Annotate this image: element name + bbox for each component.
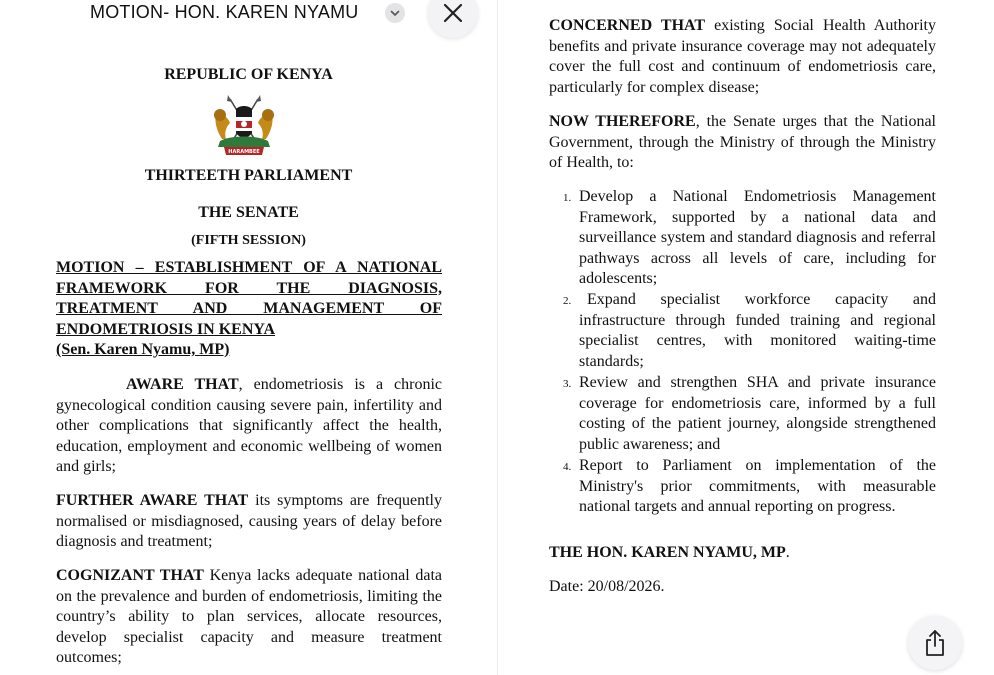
paragraph-concerned-that (549, 16, 936, 98)
paragraph-lead: COGNIZANT THAT (56, 567, 204, 584)
paragraph-lead: AWARE THAT (126, 376, 239, 393)
signatory-suffix: . (785, 544, 790, 561)
republic-heading: REPUBLIC OF KENYA (164, 66, 333, 83)
close-button[interactable] (428, 0, 478, 38)
motion-title-line: MOTION – ESTABLISHMENT OF A NATIONAL (56, 259, 442, 276)
paragraph-text: , the Senate urges that the National Government, through the Ministry of through the Ministry of Health, to: (549, 113, 936, 172)
list-item: Report to Parliament on implementation of the Ministry's prior commitments, with measurable national targets and annual reporting on progress. (579, 457, 936, 516)
motion-title-line: ENDOMETRIOSIS IN KENYA (56, 320, 276, 338)
motion-title-line: TREATMENT AND MANAGEMENT OF (56, 300, 442, 318)
paragraph-lead: FURTHER AWARE THAT (56, 492, 249, 509)
paragraph-lead: NOW THEREFORE (549, 113, 696, 130)
list-item-number: 2. (563, 295, 572, 307)
list-item: Review and strengthen SHA and private insurance coverage for endometriosis care, informed by a full costing of the patient journey, alongside strengthened public awareness; and (579, 374, 936, 453)
motion-title-line: FRAMEWORK FOR THE DIAGNOSIS, (56, 279, 442, 297)
motion-title (56, 258, 442, 340)
chevron-down-icon[interactable] (385, 3, 405, 23)
paragraph-aware-that (56, 375, 442, 478)
list-item-number: 3. (563, 378, 572, 390)
session-heading: (FIFTH SESSION) (191, 233, 306, 248)
document-date: Date: 20/08/2026. (549, 578, 665, 595)
coat-of-arms-icon (212, 93, 276, 159)
harambee-motto: HARAMBEE (228, 149, 260, 155)
paragraph-cognizant-that (56, 566, 442, 669)
right-page-panel[interactable] (497, 0, 994, 675)
list-item: Expand specialist workforce capacity and infrastructure through funded training and regional specialist centres, with monitored waiting-time standards; (579, 291, 936, 370)
paragraph-further-aware-that (56, 491, 442, 553)
paragraph-now-therefore (549, 112, 936, 174)
list-item: Develop a National Endometriosis Management Framework, supported by a national data and surveillance system and standard diagnosis and referral pathways across all levels of care, including for adolescents; (579, 188, 936, 288)
signatory-name: THE HON. KAREN NYAMU, MP (549, 544, 786, 561)
document-title: MOTION- HON. KAREN NYAMU (90, 2, 359, 22)
paragraph-text: its symptoms are frequently normalised or misdiagnosed, causing years of delay before diagnosis and treatment; (56, 492, 443, 551)
paragraph-text: , endometriosis is a chronic gynecological condition causing severe pain, infertility and other complications that significantly affect the health, education, employment and economic wellbeing of women and girls; (56, 376, 443, 476)
list-item-number: 1. (563, 192, 572, 204)
senate-heading: THE SENATE (198, 204, 299, 221)
parliament-heading: THIRTEETH PARLIAMENT (144, 167, 353, 184)
paragraph-lead: CONCERNED THAT (549, 17, 706, 34)
close-icon (442, 2, 464, 24)
signatory (549, 544, 790, 562)
share-icon (923, 629, 947, 657)
paragraph-text: existing Social Health Authority benefits and private insurance coverage may not adequately cover the full cost and continuum of endometriosis care, particularly for complex disease; (549, 17, 937, 96)
share-button[interactable] (908, 616, 962, 670)
list-item-number: 4. (563, 461, 572, 473)
paragraph-text: Kenya lacks adequate national data on the prevalence and burden of endometriosis, limiting the country’s ability to plan services, allocate resources, develop specialist capacity and measure treatment outcomes; (56, 567, 442, 667)
motion-sponsor: (Sen. Karen Nyamu, MP) (56, 341, 230, 358)
